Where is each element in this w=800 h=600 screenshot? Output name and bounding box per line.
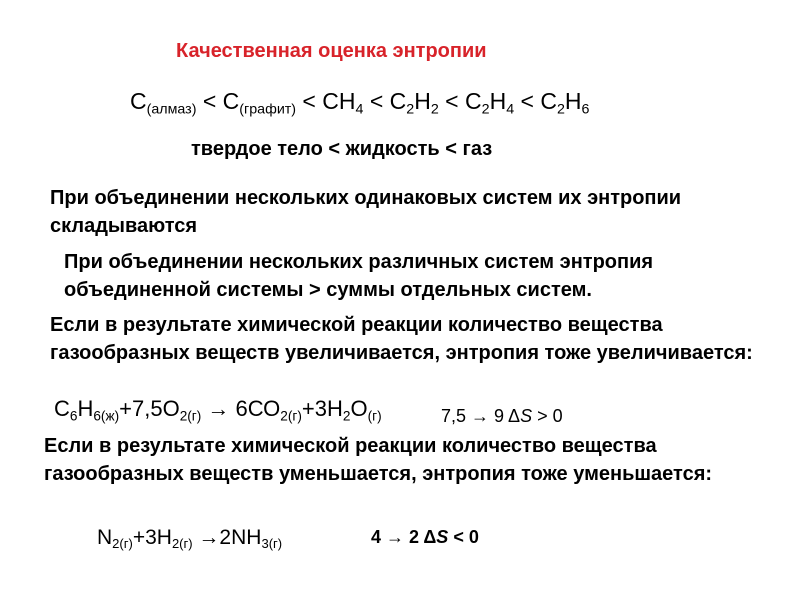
subscript: 2(г) (112, 536, 133, 552)
subscript: 3(г) (261, 536, 283, 552)
text: С (389, 88, 407, 114)
slide-title: Качественная оценка энтропии (176, 40, 487, 62)
phase-order: твердое тело < жидкость < газ (191, 138, 493, 160)
text: 7,5 → 9 (441, 406, 509, 426)
subscript: (алмаз) (146, 101, 197, 118)
entropy-change-positive (441, 406, 563, 427)
paragraph-identical-systems: При объединении нескольких одинаковых систем их энтропии складываются (50, 187, 682, 237)
text: > 0 (532, 406, 563, 426)
subscript: 6 (581, 101, 590, 118)
text: 4 → 2 (371, 527, 424, 547)
text: →2NН (192, 526, 262, 549)
text: Н (489, 88, 507, 114)
paragraph-different-systems: При объединении нескольких различных систем энтропия объединенной системы > суммы отдельных систем. (64, 251, 654, 301)
text: С (222, 88, 240, 114)
text: +3Н (132, 526, 172, 549)
subscript: (г) (367, 408, 382, 424)
text: < (296, 88, 323, 114)
subscript: 2(г) (280, 408, 302, 424)
subscript: 4 (506, 101, 515, 118)
text: СН (322, 88, 356, 114)
text: < 0 (448, 527, 479, 547)
subscript: 6 (69, 408, 78, 424)
subscript: (графит) (239, 101, 297, 118)
text: С (465, 88, 482, 114)
ammonia-equation (97, 526, 282, 550)
text: N (97, 526, 113, 549)
delta-symbol: Δ (508, 406, 521, 426)
text: Н (564, 88, 582, 114)
subscript: 2 (406, 101, 415, 118)
text: < (363, 88, 390, 114)
text: → 6СО (201, 396, 281, 421)
subscript: 2 (481, 101, 490, 118)
subscript: 2(г) (179, 408, 202, 424)
delta-symbol: Δ (423, 527, 437, 547)
paragraph-entropy-increase: Если в результате химической реакции количество вещества газообразных веществ увеличивается, энтропия тоже увеличивается: (50, 314, 753, 364)
subscript: 2 (556, 101, 565, 118)
text: С (540, 88, 557, 114)
text: Н (414, 88, 431, 114)
text: С (130, 88, 147, 114)
entropy-series (130, 88, 590, 118)
entropy-symbol: S (436, 527, 449, 547)
entropy-symbol: S (520, 406, 533, 426)
text: С (54, 396, 70, 421)
text: +7,5О (119, 396, 180, 421)
entropy-change-negative (371, 527, 479, 548)
text: < (514, 88, 541, 114)
text: < (438, 88, 465, 114)
subscript: 2 (342, 408, 351, 424)
text: +3Н (301, 396, 343, 421)
subscript: 6(ж) (93, 408, 120, 424)
text: < (196, 88, 223, 114)
combustion-equation (54, 396, 382, 422)
text: О (350, 396, 368, 421)
paragraph-entropy-decrease: Если в результате химической реакции количество вещества газообразных веществ уменьшается, энтропия тоже уменьшается: (44, 435, 713, 485)
text: Н (77, 396, 94, 421)
subscript: 4 (355, 101, 364, 118)
subscript: 2(г) (171, 536, 193, 552)
subscript: 2 (430, 101, 439, 118)
